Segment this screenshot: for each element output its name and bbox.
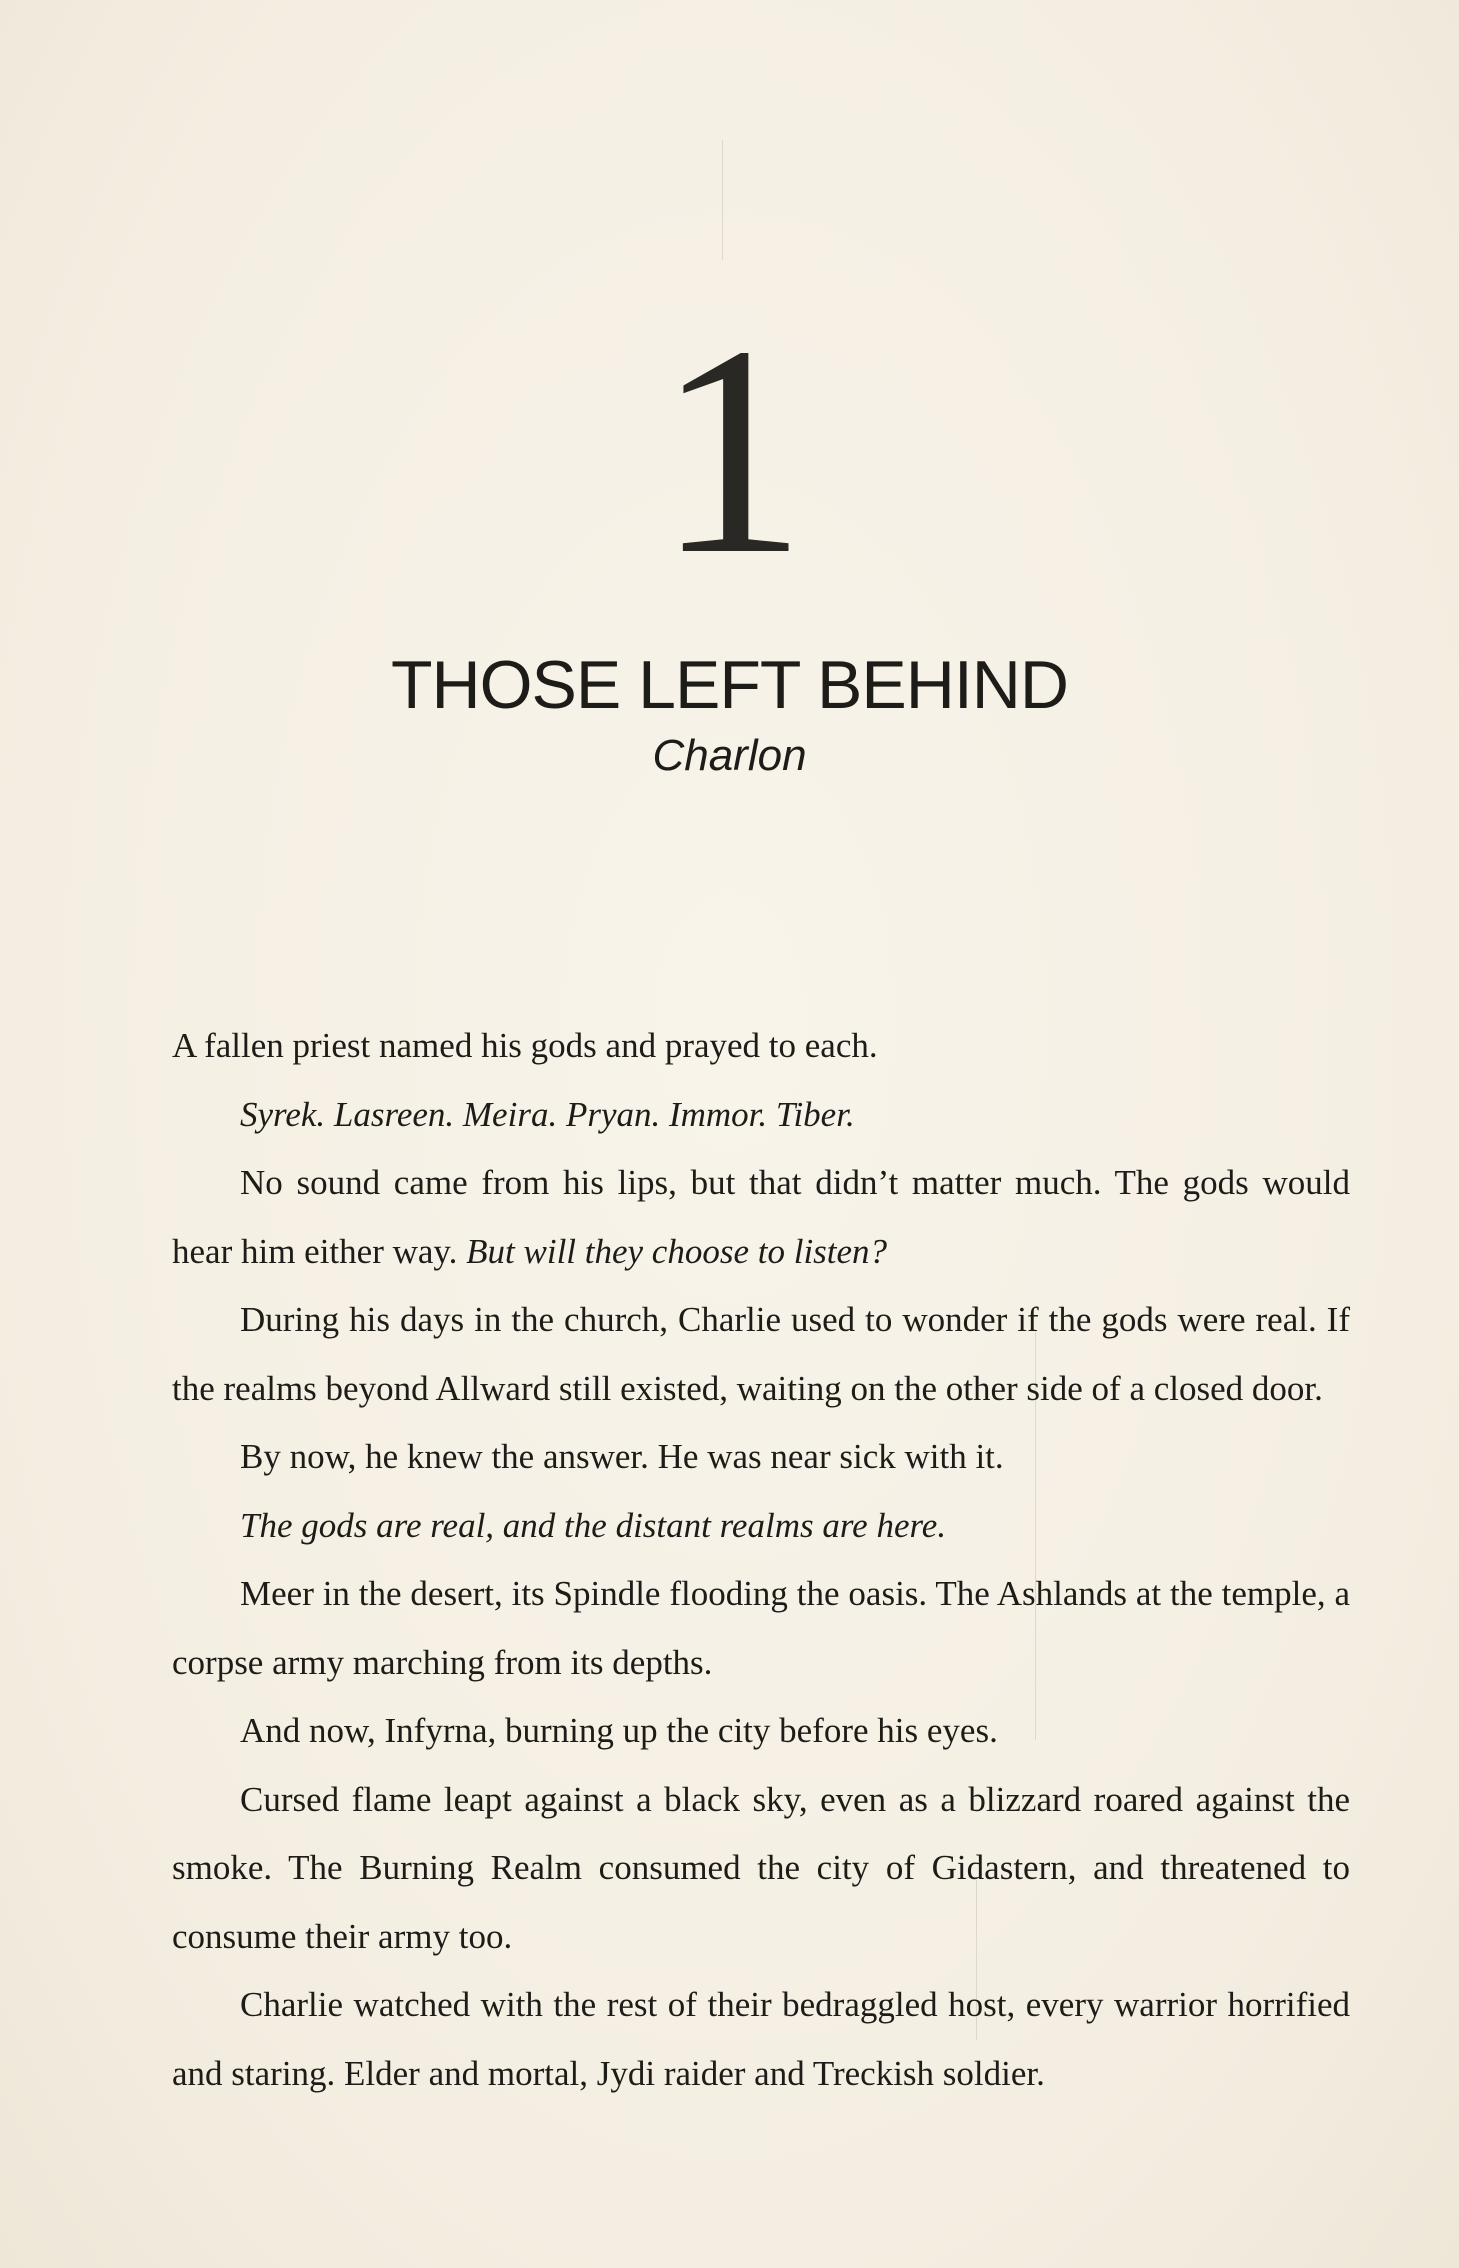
chapter-title: THOSE LEFT BEHIND — [391, 647, 1068, 723]
paragraph: By now, he knew the answer. He was near sick with it. — [240, 1437, 1004, 1476]
chapter-body — [172, 1012, 1350, 2108]
paragraph: No sound came from his lips, but that didn’t matter much. The gods would hear him either way. But will they choose to listen? — [172, 1163, 1350, 1271]
paragraph: And now, Infyrna, burning up the city before his eyes. — [240, 1711, 998, 1750]
paragraph: Meer in the desert, its Spindle flooding the oasis. The Ashlands at the temple, a corpse army marching from its depths. — [172, 1574, 1350, 1682]
paragraph: Cursed flame leapt against a black sky, even as a blizzard roared against the smoke. The Burning Realm consumed the city of Gidastern, and threatened to consume their army too. — [172, 1779, 1350, 1956]
chapter-pov-character: Charlon — [652, 731, 807, 780]
paragraph: Charlie watched with the rest of their bedraggled host, every warrior horrified and staring. Elder and mortal, Jydi raider and Treckish soldier. — [172, 1985, 1350, 2093]
paragraph: During his days in the church, Charlie used to wonder if the gods were real. If the realms beyond Allward still existed, waiting on the other side of a closed door. — [172, 1300, 1350, 1408]
chapter-number: 1 — [656, 284, 803, 616]
page-crease — [722, 140, 723, 260]
paragraph: The gods are real, and the distant realms are here. — [240, 1505, 947, 1545]
paragraph: A fallen priest named his gods and prayed to each. — [172, 1026, 878, 1065]
paragraph: Syrek. Lasreen. Meira. Pryan. Immor. Tiber. — [240, 1094, 855, 1134]
